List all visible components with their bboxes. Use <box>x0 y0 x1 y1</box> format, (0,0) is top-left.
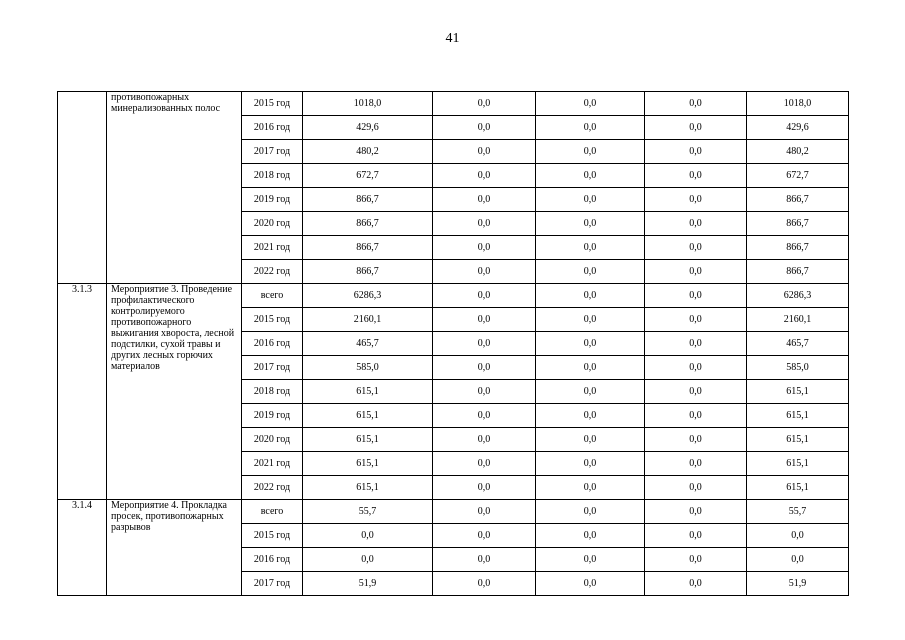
value-cell: 0,0 <box>433 428 536 452</box>
value-cell: 465,7 <box>747 332 849 356</box>
value-cell: 0,0 <box>645 404 747 428</box>
value-cell: 0,0 <box>433 476 536 500</box>
table-row <box>58 284 849 308</box>
value-cell: 615,1 <box>303 404 433 428</box>
value-cell: 0,0 <box>645 500 747 524</box>
value-cell: 0,0 <box>536 140 645 164</box>
period-cell: 2021 год <box>242 452 303 476</box>
value-cell: 615,1 <box>747 380 849 404</box>
value-cell: 0,0 <box>433 500 536 524</box>
value-cell: 0,0 <box>536 308 645 332</box>
value-cell: 615,1 <box>303 452 433 476</box>
page-number: 41 <box>445 31 460 46</box>
value-cell: 0,0 <box>536 284 645 308</box>
value-cell: 0,0 <box>536 92 645 116</box>
period-cell: 2017 год <box>242 356 303 380</box>
value-cell: 0,0 <box>645 380 747 404</box>
value-cell: 0,0 <box>645 188 747 212</box>
value-cell: 866,7 <box>303 212 433 236</box>
value-cell: 866,7 <box>747 260 849 284</box>
measure-index: 3.1.4 <box>58 500 107 596</box>
value-cell: 0,0 <box>645 356 747 380</box>
value-cell: 0,0 <box>645 428 747 452</box>
value-cell: 0,0 <box>536 356 645 380</box>
value-cell: 0,0 <box>536 500 645 524</box>
value-cell: 0,0 <box>536 572 645 596</box>
value-cell: 615,1 <box>747 452 849 476</box>
value-cell: 615,1 <box>303 380 433 404</box>
value-cell: 1018,0 <box>747 92 849 116</box>
value-cell: 866,7 <box>303 188 433 212</box>
period-cell: всего <box>242 500 303 524</box>
value-cell: 0,0 <box>433 404 536 428</box>
value-cell: 0,0 <box>433 308 536 332</box>
period-cell: 2022 год <box>242 476 303 500</box>
value-cell: 0,0 <box>433 380 536 404</box>
value-cell: 0,0 <box>303 548 433 572</box>
value-cell: 0,0 <box>536 164 645 188</box>
value-cell: 0,0 <box>433 188 536 212</box>
period-cell: 2015 год <box>242 92 303 116</box>
period-cell: 2022 год <box>242 260 303 284</box>
period-cell: 2018 год <box>242 164 303 188</box>
measure-name: противопожарных минерализованных полос <box>107 92 242 284</box>
value-cell: 0,0 <box>645 260 747 284</box>
value-cell: 866,7 <box>747 212 849 236</box>
period-cell: 2017 год <box>242 140 303 164</box>
value-cell: 0,0 <box>433 236 536 260</box>
value-cell: 0,0 <box>433 140 536 164</box>
value-cell: 2160,1 <box>747 308 849 332</box>
value-cell: 0,0 <box>433 260 536 284</box>
value-cell: 0,0 <box>747 524 849 548</box>
value-cell: 55,7 <box>747 500 849 524</box>
period-cell: 2017 год <box>242 572 303 596</box>
value-cell: 0,0 <box>747 548 849 572</box>
value-cell: 51,9 <box>303 572 433 596</box>
value-cell: 615,1 <box>303 428 433 452</box>
period-cell: 2021 год <box>242 236 303 260</box>
value-cell: 6286,3 <box>303 284 433 308</box>
value-cell: 51,9 <box>747 572 849 596</box>
value-cell: 0,0 <box>536 452 645 476</box>
value-cell: 0,0 <box>645 524 747 548</box>
budget-table-body <box>58 92 849 596</box>
value-cell: 429,6 <box>747 116 849 140</box>
value-cell: 480,2 <box>303 140 433 164</box>
value-cell: 0,0 <box>645 476 747 500</box>
value-cell: 0,0 <box>536 548 645 572</box>
value-cell: 615,1 <box>747 476 849 500</box>
period-cell: 2016 год <box>242 332 303 356</box>
value-cell: 0,0 <box>645 308 747 332</box>
value-cell: 672,7 <box>303 164 433 188</box>
value-cell: 0,0 <box>433 572 536 596</box>
value-cell: 0,0 <box>645 548 747 572</box>
value-cell: 866,7 <box>747 236 849 260</box>
value-cell: 0,0 <box>433 548 536 572</box>
value-cell: 0,0 <box>536 188 645 212</box>
value-cell: 866,7 <box>747 188 849 212</box>
value-cell: 0,0 <box>536 260 645 284</box>
value-cell: 615,1 <box>747 404 849 428</box>
value-cell: 0,0 <box>536 476 645 500</box>
value-cell: 2160,1 <box>303 308 433 332</box>
value-cell: 0,0 <box>433 356 536 380</box>
value-cell: 0,0 <box>645 284 747 308</box>
period-cell: 2020 год <box>242 212 303 236</box>
value-cell: 0,0 <box>433 332 536 356</box>
period-cell: 2015 год <box>242 524 303 548</box>
period-cell: 2018 год <box>242 380 303 404</box>
value-cell: 0,0 <box>433 452 536 476</box>
value-cell: 0,0 <box>536 524 645 548</box>
value-cell: 585,0 <box>747 356 849 380</box>
value-cell: 0,0 <box>645 332 747 356</box>
period-cell: 2016 год <box>242 548 303 572</box>
table-row <box>58 92 849 116</box>
value-cell: 0,0 <box>536 428 645 452</box>
period-cell: 2015 год <box>242 308 303 332</box>
value-cell: 0,0 <box>536 332 645 356</box>
table-row <box>58 500 849 524</box>
value-cell: 0,0 <box>645 140 747 164</box>
value-cell: 0,0 <box>645 452 747 476</box>
value-cell: 1018,0 <box>303 92 433 116</box>
value-cell: 0,0 <box>645 572 747 596</box>
value-cell: 0,0 <box>433 284 536 308</box>
value-cell: 480,2 <box>747 140 849 164</box>
value-cell: 0,0 <box>536 212 645 236</box>
value-cell: 0,0 <box>536 380 645 404</box>
measure-index <box>58 92 107 284</box>
value-cell: 585,0 <box>303 356 433 380</box>
value-cell: 465,7 <box>303 332 433 356</box>
value-cell: 0,0 <box>536 116 645 140</box>
period-cell: 2019 год <box>242 188 303 212</box>
value-cell: 6286,3 <box>747 284 849 308</box>
period-cell: 2016 год <box>242 116 303 140</box>
period-cell: 2020 год <box>242 428 303 452</box>
value-cell: 0,0 <box>645 116 747 140</box>
value-cell: 0,0 <box>536 236 645 260</box>
period-cell: 2019 год <box>242 404 303 428</box>
value-cell: 0,0 <box>433 524 536 548</box>
budget-table <box>57 91 849 596</box>
value-cell: 0,0 <box>303 524 433 548</box>
value-cell: 0,0 <box>433 164 536 188</box>
value-cell: 0,0 <box>433 212 536 236</box>
measure-name: Мероприятие 3. Проведение профилактического контролируемого противопожарного выжигания хвороста, лесной подстилки, сухой травы и других лесных горючих материалов <box>107 284 242 500</box>
value-cell: 615,1 <box>747 428 849 452</box>
value-cell: 866,7 <box>303 236 433 260</box>
value-cell: 55,7 <box>303 500 433 524</box>
period-cell: всего <box>242 284 303 308</box>
value-cell: 429,6 <box>303 116 433 140</box>
value-cell: 672,7 <box>747 164 849 188</box>
measure-name: Мероприятие 4. Прокладка просек, противопожарных разрывов <box>107 500 242 596</box>
value-cell: 0,0 <box>433 116 536 140</box>
value-cell: 0,0 <box>433 92 536 116</box>
value-cell: 0,0 <box>645 212 747 236</box>
value-cell: 615,1 <box>303 476 433 500</box>
value-cell: 0,0 <box>536 404 645 428</box>
value-cell: 0,0 <box>645 236 747 260</box>
measure-index: 3.1.3 <box>58 284 107 500</box>
value-cell: 0,0 <box>645 164 747 188</box>
value-cell: 866,7 <box>303 260 433 284</box>
value-cell: 0,0 <box>645 92 747 116</box>
